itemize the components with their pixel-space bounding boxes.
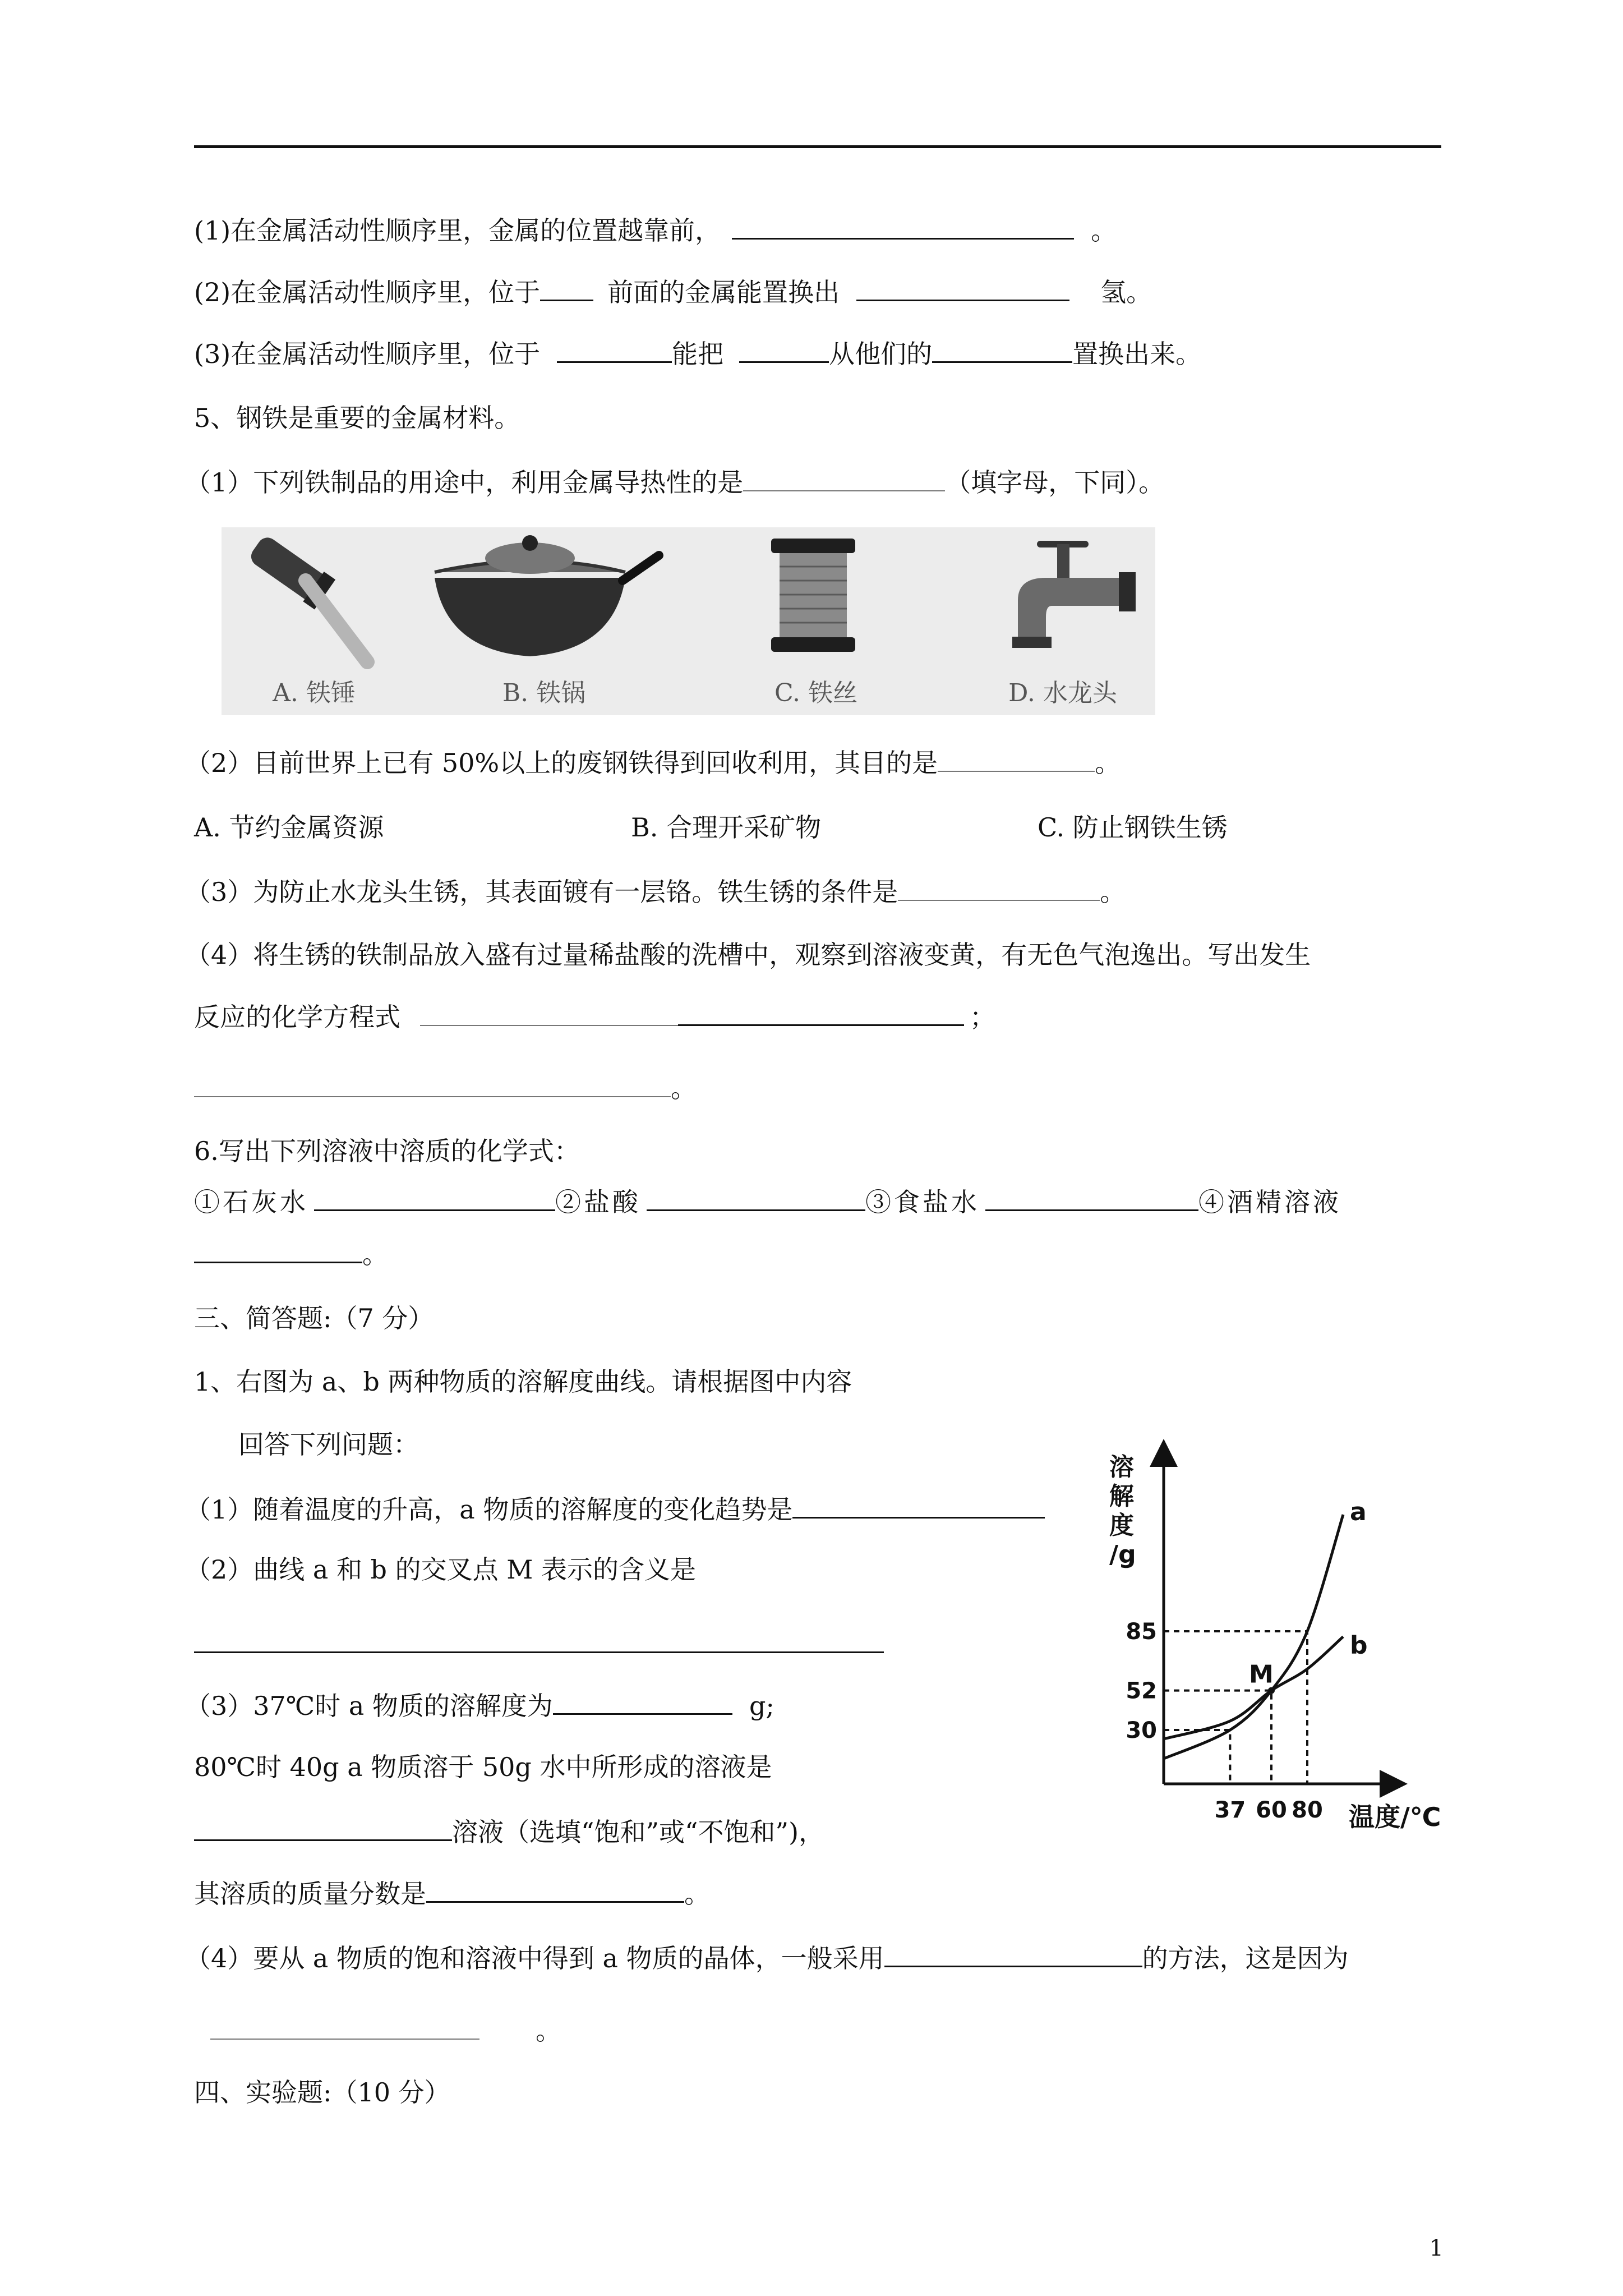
- answer-blank[interactable]: [314, 1185, 555, 1211]
- x-tick-label: 60: [1256, 1797, 1287, 1823]
- punct: 。: [684, 1879, 710, 1909]
- x-axis-label: 温度/℃: [1349, 1802, 1441, 1832]
- y-tick-label: 52: [1126, 1678, 1157, 1704]
- q4-line-2: [194, 275, 1152, 309]
- q4-line-3-text-b: 能把: [672, 339, 724, 369]
- punct: 。: [1095, 748, 1121, 778]
- answer-blank[interactable]: [553, 1688, 732, 1715]
- q6-title: 6.写出下列溶液中溶质的化学式：: [194, 1136, 580, 1166]
- y-tick-label: 85: [1126, 1619, 1157, 1645]
- iron-products-figure: [222, 527, 1155, 715]
- q5-option-a: A. 节约金属资源: [194, 812, 384, 843]
- q5-part-4-text: 反应的化学方程式: [194, 1002, 400, 1032]
- dashed-guide-line: [1164, 1631, 1307, 1784]
- punct: 。: [536, 2016, 561, 2046]
- q5-part-1-text: （1）下列铁制品的用途中，利用金属导热性的是: [185, 467, 744, 498]
- sec3-sub-2-line: [194, 1627, 884, 1661]
- answer-blank[interactable]: [898, 875, 1100, 901]
- faucet-icon: [979, 527, 1147, 673]
- sec3-sub-4: [185, 1941, 1349, 1975]
- punct: 。: [1100, 877, 1126, 907]
- q5-part-2-text: （2）目前世界上已有 50%以上的废钢铁得到回收利用，其目的是: [185, 748, 938, 778]
- q4-line-1: [194, 213, 1117, 247]
- item-d: [979, 527, 1147, 715]
- q6-item-3: ③食盐水: [865, 1187, 980, 1217]
- sec3-sub-3-line-3: [194, 1815, 824, 1849]
- answer-blank[interactable]: [932, 337, 1072, 363]
- sec3-sub-1: [185, 1492, 1045, 1526]
- answer-blank[interactable]: [647, 1185, 865, 1211]
- page-number: 1: [1429, 2235, 1444, 2261]
- x-tick-label: 80: [1292, 1797, 1323, 1823]
- answer-blank[interactable]: [985, 1185, 1198, 1211]
- item-c: [749, 527, 883, 715]
- answer-blank[interactable]: [420, 1000, 678, 1026]
- q4-line-3-text-c: 从他们的: [829, 339, 933, 369]
- series-label: b: [1350, 1631, 1368, 1660]
- q5-part-3-text: （3）为防止水龙头生锈，其表面镀有一层铬。铁生锈的条件是: [185, 877, 898, 907]
- q4-line-2-text-c: 氢。: [1100, 277, 1152, 307]
- answer-blank[interactable]: [194, 1071, 671, 1097]
- answer-blank[interactable]: [732, 213, 1074, 240]
- q5-part-3: [185, 875, 1126, 909]
- answer-blank[interactable]: [884, 1941, 1142, 1967]
- q5-part-4: （4）将生锈的铁制品放入盛有过量稀盐酸的洗槽中，观察到溶液变黄，有无色气泡逸出。写出发生: [185, 940, 1311, 970]
- sec3-sub-4-text: （4）要从 a 物质的饱和溶液中得到 a 物质的晶体，一般采用: [185, 1943, 884, 1973]
- q5-title: 5、钢铁是重要的金属材料。: [194, 403, 520, 433]
- answer-blank[interactable]: [540, 275, 593, 301]
- dashed-guide-line: [1164, 1730, 1230, 1784]
- punct: 。: [671, 1073, 697, 1103]
- hammer-icon: [222, 527, 407, 673]
- wok-icon: [423, 527, 665, 673]
- y-tick-label: 30: [1126, 1718, 1157, 1743]
- q6-item-2: ②盐酸: [555, 1187, 641, 1217]
- item-c-label: C. 铁丝: [774, 679, 858, 707]
- answer-blank[interactable]: [739, 337, 829, 363]
- item-b: [423, 527, 665, 715]
- y-axis-label: 溶解度/g: [1109, 1453, 1136, 1569]
- sec3-sub-3-text: （3）37℃时 a 物质的溶解度为: [185, 1691, 553, 1721]
- header-rule: [194, 145, 1441, 148]
- item-d-label: D. 水龙头: [1008, 679, 1117, 707]
- sec3-sub-4-line-2: [210, 2014, 561, 2047]
- punct: 。: [1091, 215, 1117, 246]
- q5-part-4-line-2: [194, 1071, 697, 1105]
- sec3-sub-3: [185, 1688, 774, 1723]
- answer-blank[interactable]: [678, 1000, 964, 1026]
- q6-item-4: ④酒精溶液: [1198, 1187, 1341, 1217]
- sec3-sub-4-text-b: 的方法，这是因为: [1142, 1943, 1349, 1973]
- item-b-label: B. 铁锅: [502, 679, 586, 707]
- q6-item-1: ①石灰水: [194, 1187, 308, 1217]
- series-label: a: [1350, 1498, 1367, 1526]
- q4-line-3-text-a: (3)在金属活动性顺序里，位于: [194, 339, 541, 369]
- answer-blank[interactable]: [194, 1815, 452, 1841]
- section-4-title: 四、实验题:（10 分）: [194, 2077, 450, 2108]
- q5-part-4-cont: [194, 1000, 995, 1034]
- q6-line-2: [194, 1237, 388, 1271]
- sec3-sub-3-text-e: 其溶质的质量分数是: [194, 1879, 426, 1909]
- q4-line-2-text-a: (2)在金属活动性顺序里，位于: [194, 277, 541, 307]
- q4-line-3-text-d: 置换出来。: [1072, 339, 1202, 369]
- sec3-q1-line-1: 1、右图为 a、b 两种物质的溶解度曲线。请根据图中内容: [194, 1366, 852, 1397]
- answer-blank[interactable]: [194, 1237, 362, 1263]
- q5-part-2: [185, 746, 1121, 780]
- intersection-label-m: M: [1249, 1660, 1274, 1689]
- wire-spool-icon: [749, 527, 883, 673]
- q6-items: [194, 1185, 1341, 1219]
- answer-blank[interactable]: [743, 466, 945, 491]
- answer-blank[interactable]: [792, 1492, 1045, 1519]
- item-a: [222, 527, 407, 715]
- answer-blank[interactable]: [426, 1876, 684, 1903]
- sec3-sub-3-line-4: [194, 1876, 710, 1911]
- answer-blank[interactable]: [194, 1627, 884, 1653]
- section-3-title: 三、简答题:（7 分）: [194, 1303, 434, 1333]
- q5-part-1-hint: （填字母，下同）。: [945, 467, 1165, 498]
- punct: 。: [362, 1239, 388, 1269]
- sec3-q1-line-2: 回答下列问题：: [238, 1429, 419, 1460]
- q4-line-1-text: (1)在金属活动性顺序里，金属的位置越靠前，: [194, 215, 721, 246]
- q5-part-1: [185, 466, 1164, 499]
- sec3-sub-3-line-2: 80℃时 40g a 物质溶于 50g 水中所形成的溶液是: [194, 1752, 772, 1782]
- series-a-curve: [1164, 1515, 1343, 1759]
- q4-line-3: [194, 337, 1201, 371]
- solubility-chart: [1099, 1436, 1514, 1834]
- sec3-sub-3-hint: 溶液（选填“饱和”或“不饱和”)，: [452, 1817, 825, 1847]
- q4-line-2-text-b: 前面的金属能置换出: [607, 277, 840, 307]
- unit: g;: [749, 1691, 774, 1721]
- answer-blank[interactable]: [938, 746, 1095, 772]
- answer-blank[interactable]: [557, 337, 672, 363]
- punct: ；: [970, 1002, 995, 1032]
- sec3-sub-1-text: （1）随着温度的升高，a 物质的溶解度的变化趋势是: [185, 1494, 793, 1525]
- x-tick-label: 37: [1214, 1797, 1246, 1823]
- q5-option-b: B. 合理开采矿物: [631, 812, 822, 843]
- item-a-label: A. 铁锤: [273, 679, 356, 707]
- q5-option-c: C. 防止钢铁生锈: [1038, 812, 1228, 843]
- answer-blank[interactable]: [210, 2014, 479, 2040]
- answer-blank[interactable]: [856, 275, 1069, 301]
- sec3-sub-2: （2）曲线 a 和 b 的交叉点 M 表示的含义是: [185, 1554, 696, 1585]
